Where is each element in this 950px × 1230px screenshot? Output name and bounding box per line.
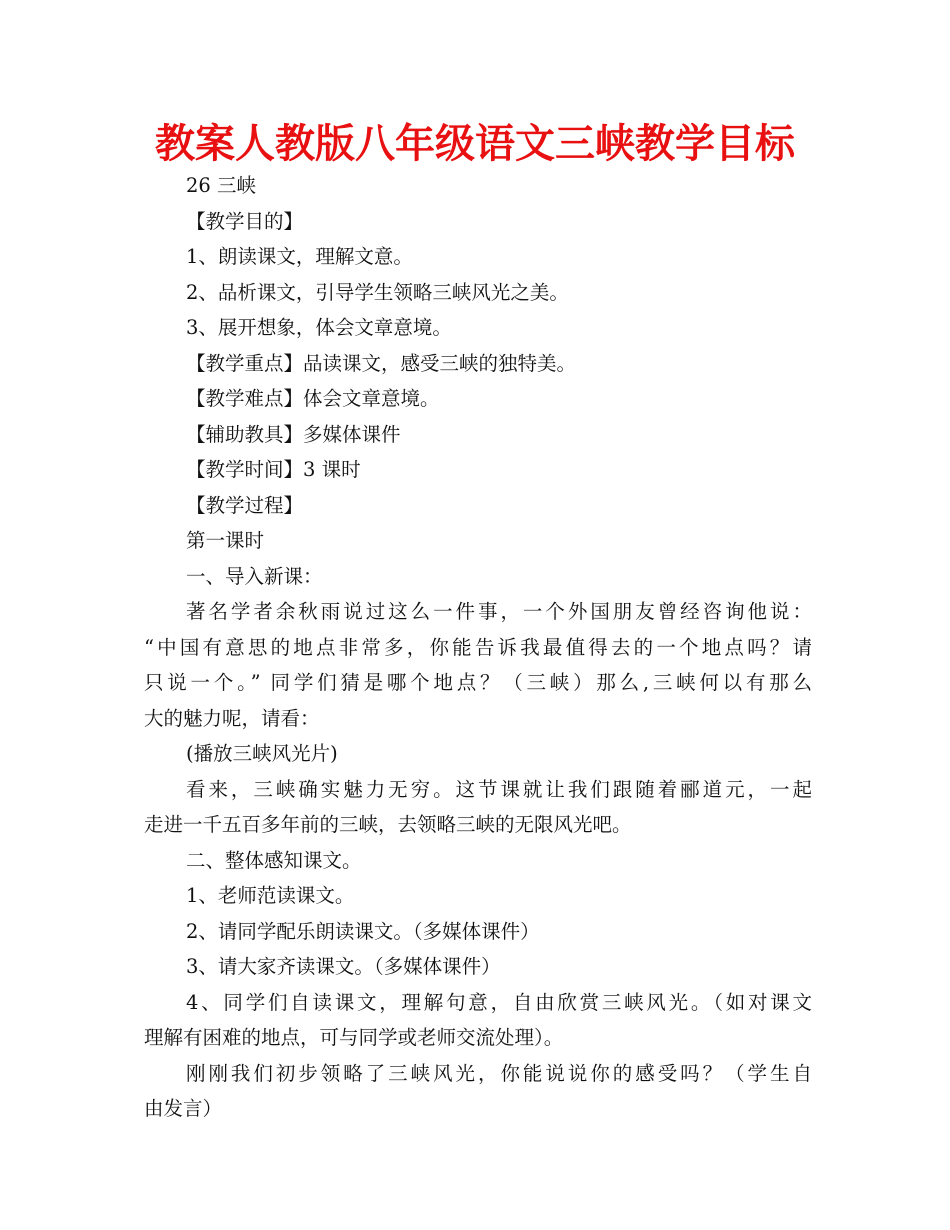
lesson-session-heading: 第一课时 <box>186 529 265 552</box>
step-item: 2、请同学配乐朗读课文。（多媒体课件） <box>186 919 540 943</box>
teaching-time-line: 【教学时间】3 课时 <box>186 458 361 481</box>
objective-item: 2、品析课文，引导学生领略三峡风光之美。 <box>186 280 569 304</box>
section-heading-objectives: 【教学目的】 <box>186 209 304 233</box>
paragraph-line: 刚刚我们初步领略了三峡风光，你能说说你的感受吗？（学生自 <box>186 1061 812 1085</box>
step-item: 1、老师范读课文。 <box>186 884 355 907</box>
document-body <box>144 168 812 1127</box>
paragraph-line: 走进一千五百多年前的三峡，去领略三峡的无限风光吧。 <box>144 813 632 836</box>
paragraph-line: 著名学者余秋雨说过这么一件事，一个外国朋友曾经咨询他说： <box>186 600 812 623</box>
paragraph-line: 大的魅力呢，请看： <box>144 706 320 730</box>
paragraph-line: 只说一个。” 同学们猜是哪个地点？（三峡）那么,三峡何以有那么 <box>144 671 812 694</box>
paragraph-line: 由发言） <box>144 1097 223 1120</box>
lesson-number-line: 26 三峡 <box>186 174 257 197</box>
teaching-aids-line: 【辅助教具】多媒体课件 <box>186 422 401 446</box>
paragraph-line: (播放三峡风光片) <box>186 742 338 765</box>
step-heading: 一、导入新课： <box>186 564 323 588</box>
paragraph-line: “中国有意思的地点非常多，你能告诉我最值得去的一个地点吗？请 <box>144 635 812 659</box>
objective-item: 3、展开想象，体会文章意境。 <box>186 316 452 339</box>
key-point-line: 【教学重点】品读课文，感受三峡的独特美。 <box>186 351 577 375</box>
step-item: 4、同学们自读课文，理解句意，自由欣赏三峡风光。（如对课文 <box>186 990 812 1014</box>
paragraph-line: 理解有困难的地点，可与同学或老师交流处理）。 <box>144 1026 564 1049</box>
paragraph-line: 看来，三峡确实魅力无穷。这节课就让我们跟随着郦道元，一起 <box>186 777 812 801</box>
step-item: 3、请大家齐读课文。（多媒体课件） <box>186 955 501 978</box>
section-heading-process: 【教学过程】 <box>186 493 304 517</box>
objective-item: 1、朗读课文，理解文意。 <box>186 245 413 268</box>
step-heading: 二、整体感知课文。 <box>186 848 362 872</box>
document-title: 教案人教版八年级语文三峡教学目标 <box>155 121 795 167</box>
difficulty-line: 【教学难点】体会文章意境。 <box>186 387 440 410</box>
